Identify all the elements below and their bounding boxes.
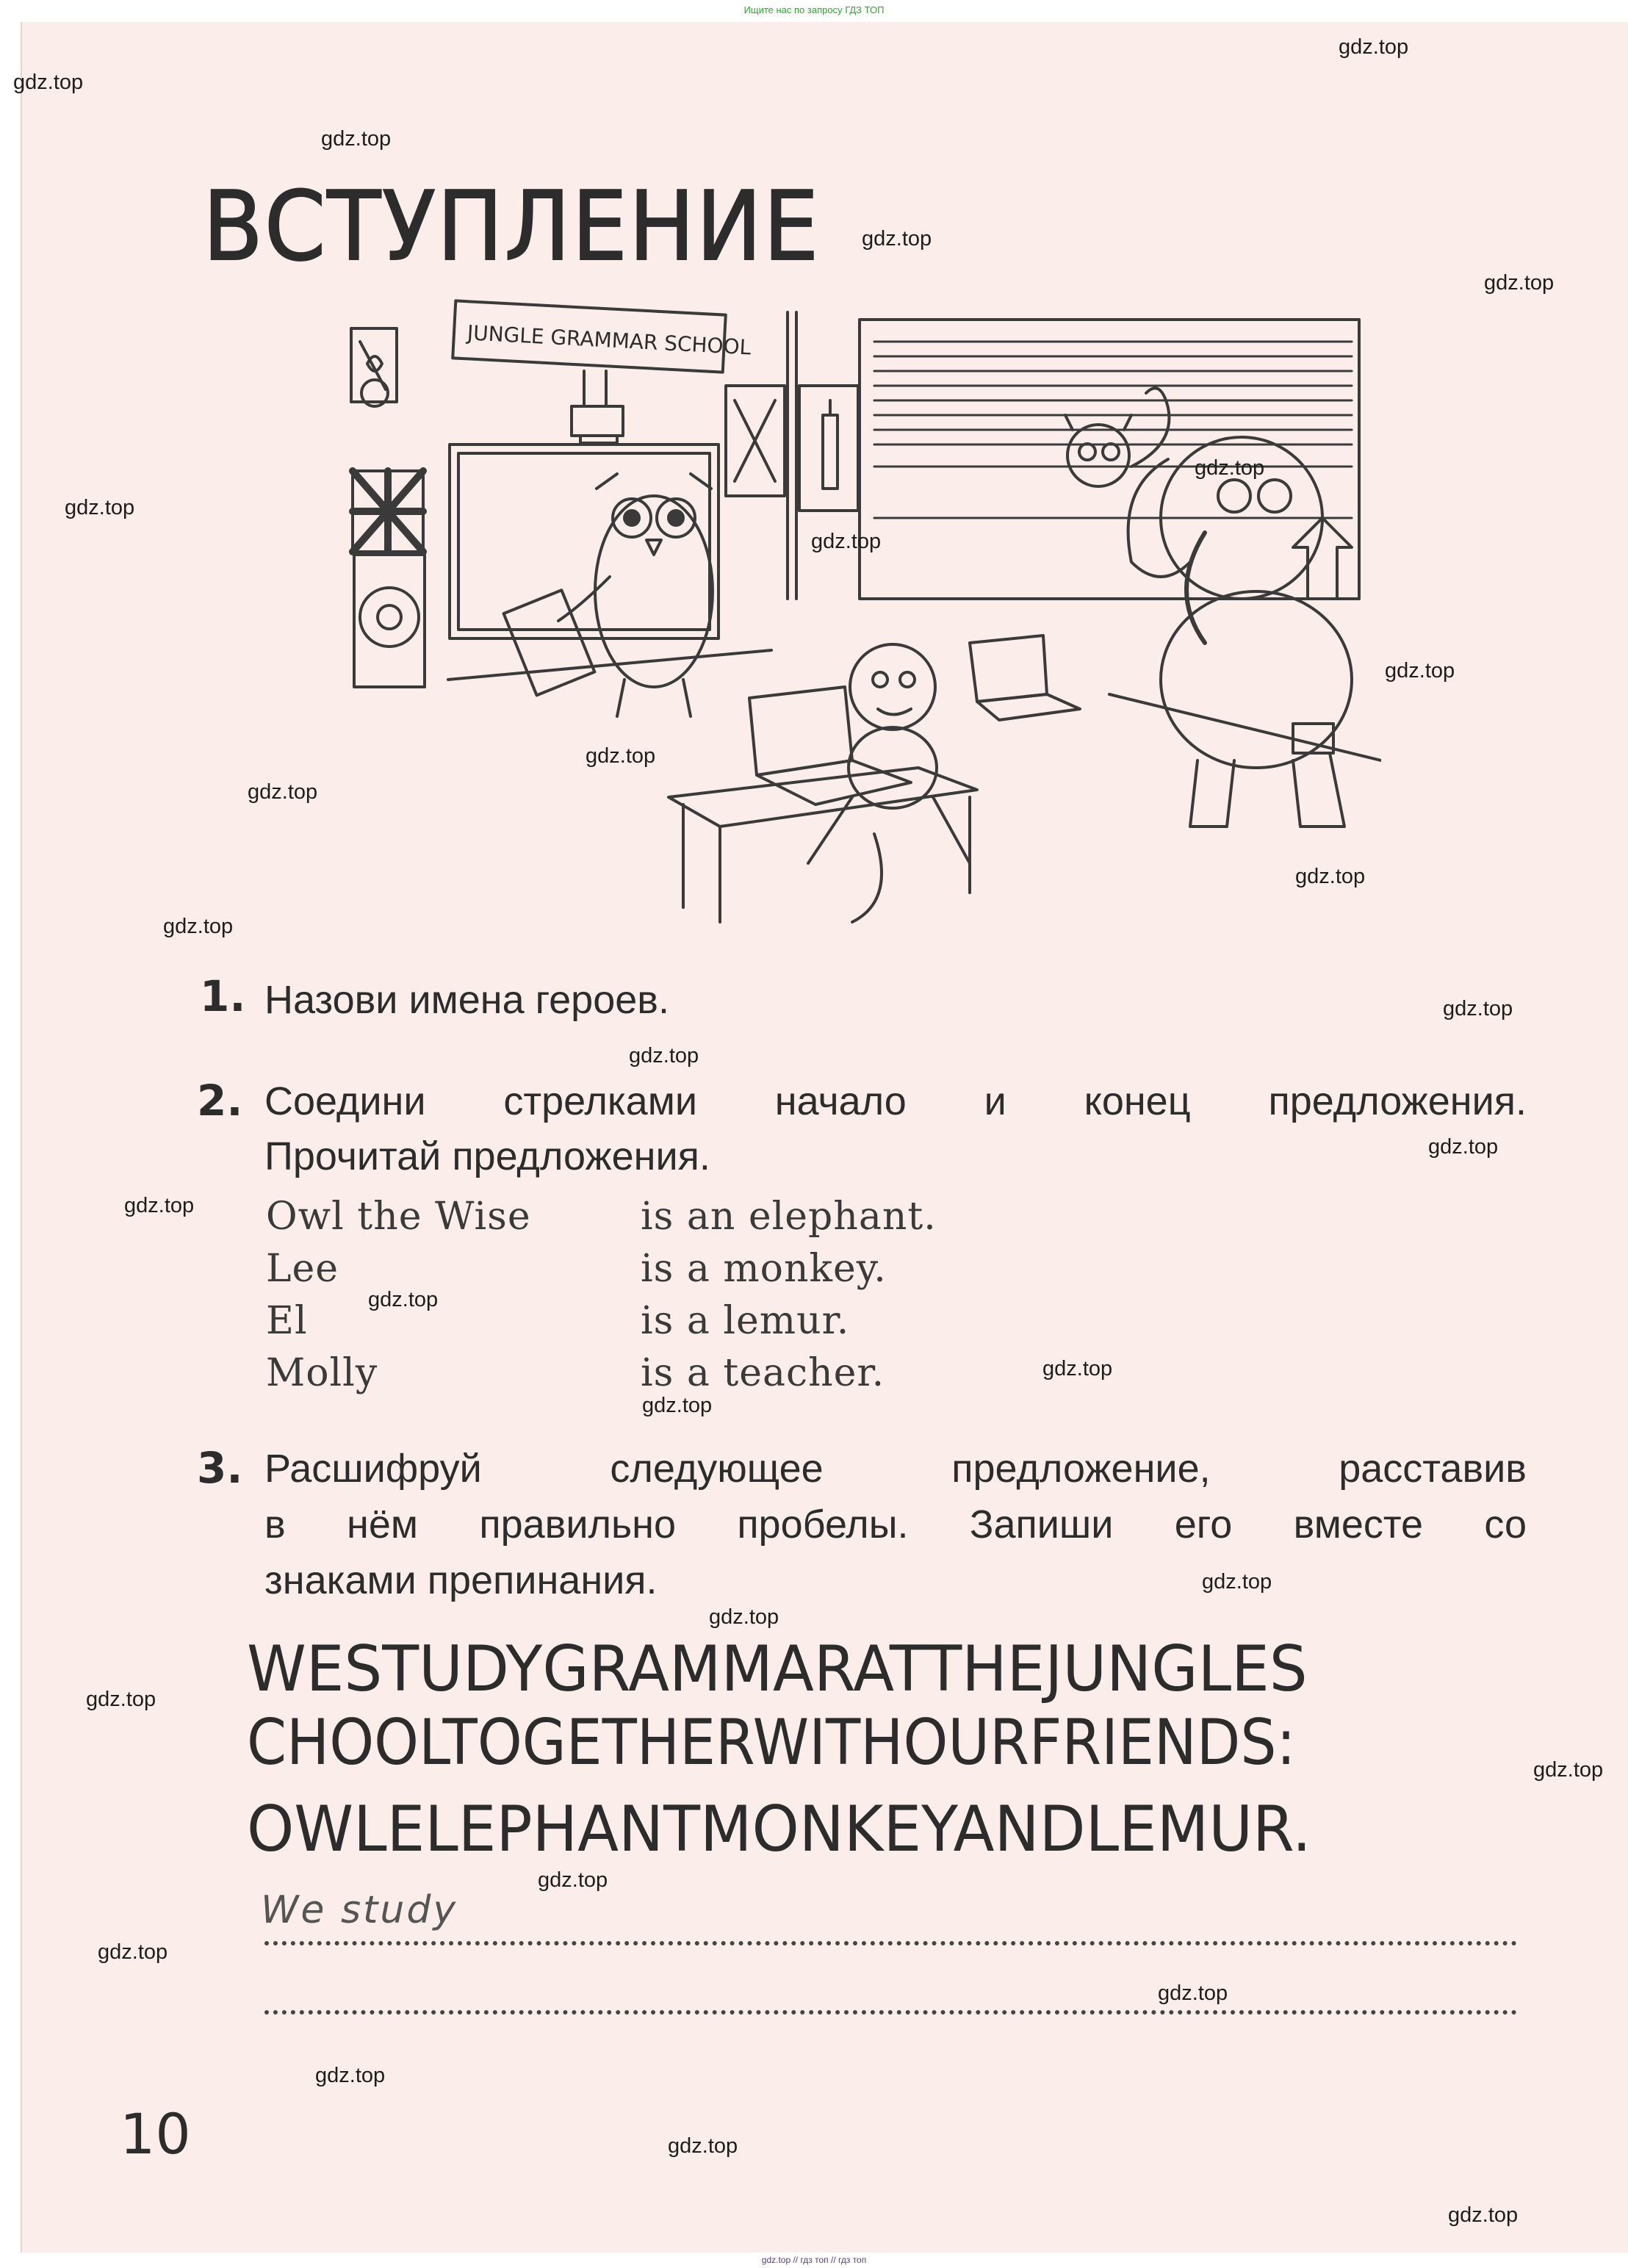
watermark: gdz.top <box>1339 35 1409 59</box>
watermark: gdz.top <box>862 227 932 251</box>
watermark: gdz.top <box>1448 2203 1519 2227</box>
page-title: ВСТУПЛЕНИЕ <box>203 170 821 282</box>
sentence-start: Molly <box>266 1351 378 1395</box>
watermark: gdz.top <box>1533 1758 1604 1782</box>
watermark: gdz.top <box>321 127 392 151</box>
encoded-line-3: OWLELEPHANTMONKEYANDLEMUR. <box>247 1793 1311 1866</box>
answer-line-2[interactable] <box>264 2010 1517 2015</box>
encoded-line-2: CHOOLTOGETHERWITHOURFRIENDS: <box>247 1706 1296 1779</box>
school-sign-text: JUNGLE GRAMMAR SCHOOL <box>467 320 752 360</box>
top-banner: Ищите нас по запросу ГДЗ ТОП <box>743 4 885 15</box>
watermark: gdz.top <box>163 915 234 938</box>
answer-start: We study <box>261 1888 458 1932</box>
classroom-illustration <box>338 298 1381 926</box>
task-3-line-3: знаками препинания. <box>264 1558 658 1602</box>
watermark: gdz.top <box>811 530 882 553</box>
watermark: gdz.top <box>1042 1357 1113 1380</box>
watermark: gdz.top <box>586 744 656 768</box>
watermark: gdz.top <box>1428 1135 1499 1159</box>
task-1-text: Назови имена героев. <box>264 978 669 1022</box>
watermark: gdz.top <box>13 71 84 94</box>
task-2-number: 2. <box>197 1076 243 1126</box>
sentence-end: is an elephant. <box>641 1195 937 1239</box>
watermark: gdz.top <box>1202 1570 1272 1594</box>
encoded-line-1: WESTUDYGRAMMARATTHEJUNGLES <box>247 1632 1308 1706</box>
answer-line-1[interactable] <box>264 1941 1517 1945</box>
watermark: gdz.top <box>315 2064 386 2087</box>
task-1-number: 1. <box>200 971 246 1021</box>
task-3-line-1: Расшифруй следующее предложение, расставив <box>264 1447 1527 1491</box>
task-3-number: 3. <box>197 1443 243 1493</box>
watermark: gdz.top <box>124 1194 195 1217</box>
watermark: gdz.top <box>1158 1981 1228 2005</box>
watermark: gdz.top <box>1443 997 1513 1020</box>
sentence-start: Lee <box>266 1247 339 1291</box>
watermark: gdz.top <box>629 1044 699 1068</box>
task-2-line-2: Прочитай предложения. <box>264 1134 710 1178</box>
sentence-end: is a teacher. <box>641 1351 885 1395</box>
watermark: gdz.top <box>368 1288 439 1311</box>
bottom-banner: gdz.top // гдз топ // гдз топ <box>0 2253 1628 2268</box>
task-3-line-2: в нём правильно пробелы. Запиши его вместе со <box>264 1502 1527 1547</box>
watermark: gdz.top <box>1195 456 1265 480</box>
watermark: gdz.top <box>65 496 135 519</box>
watermark: gdz.top <box>1295 865 1366 888</box>
watermark: gdz.top <box>668 2134 738 2158</box>
watermark: gdz.top <box>98 1940 168 1964</box>
watermark: gdz.top <box>642 1394 713 1417</box>
watermark: gdz.top <box>538 1868 608 1892</box>
sentence-end: is a lemur. <box>641 1299 850 1343</box>
watermark: gdz.top <box>86 1688 156 1711</box>
watermark: gdz.top <box>248 780 318 804</box>
sentence-start: El <box>266 1299 308 1343</box>
page-number: 10 <box>120 2101 191 2167</box>
watermark: gdz.top <box>1484 271 1555 295</box>
sentence-end: is a monkey. <box>641 1247 887 1291</box>
watermark: gdz.top <box>1385 659 1455 683</box>
sentence-start: Owl the Wise <box>266 1195 531 1239</box>
task-2-line-1: Соедини стрелками начало и конец предложения. <box>264 1079 1527 1123</box>
watermark: gdz.top <box>709 1605 779 1629</box>
